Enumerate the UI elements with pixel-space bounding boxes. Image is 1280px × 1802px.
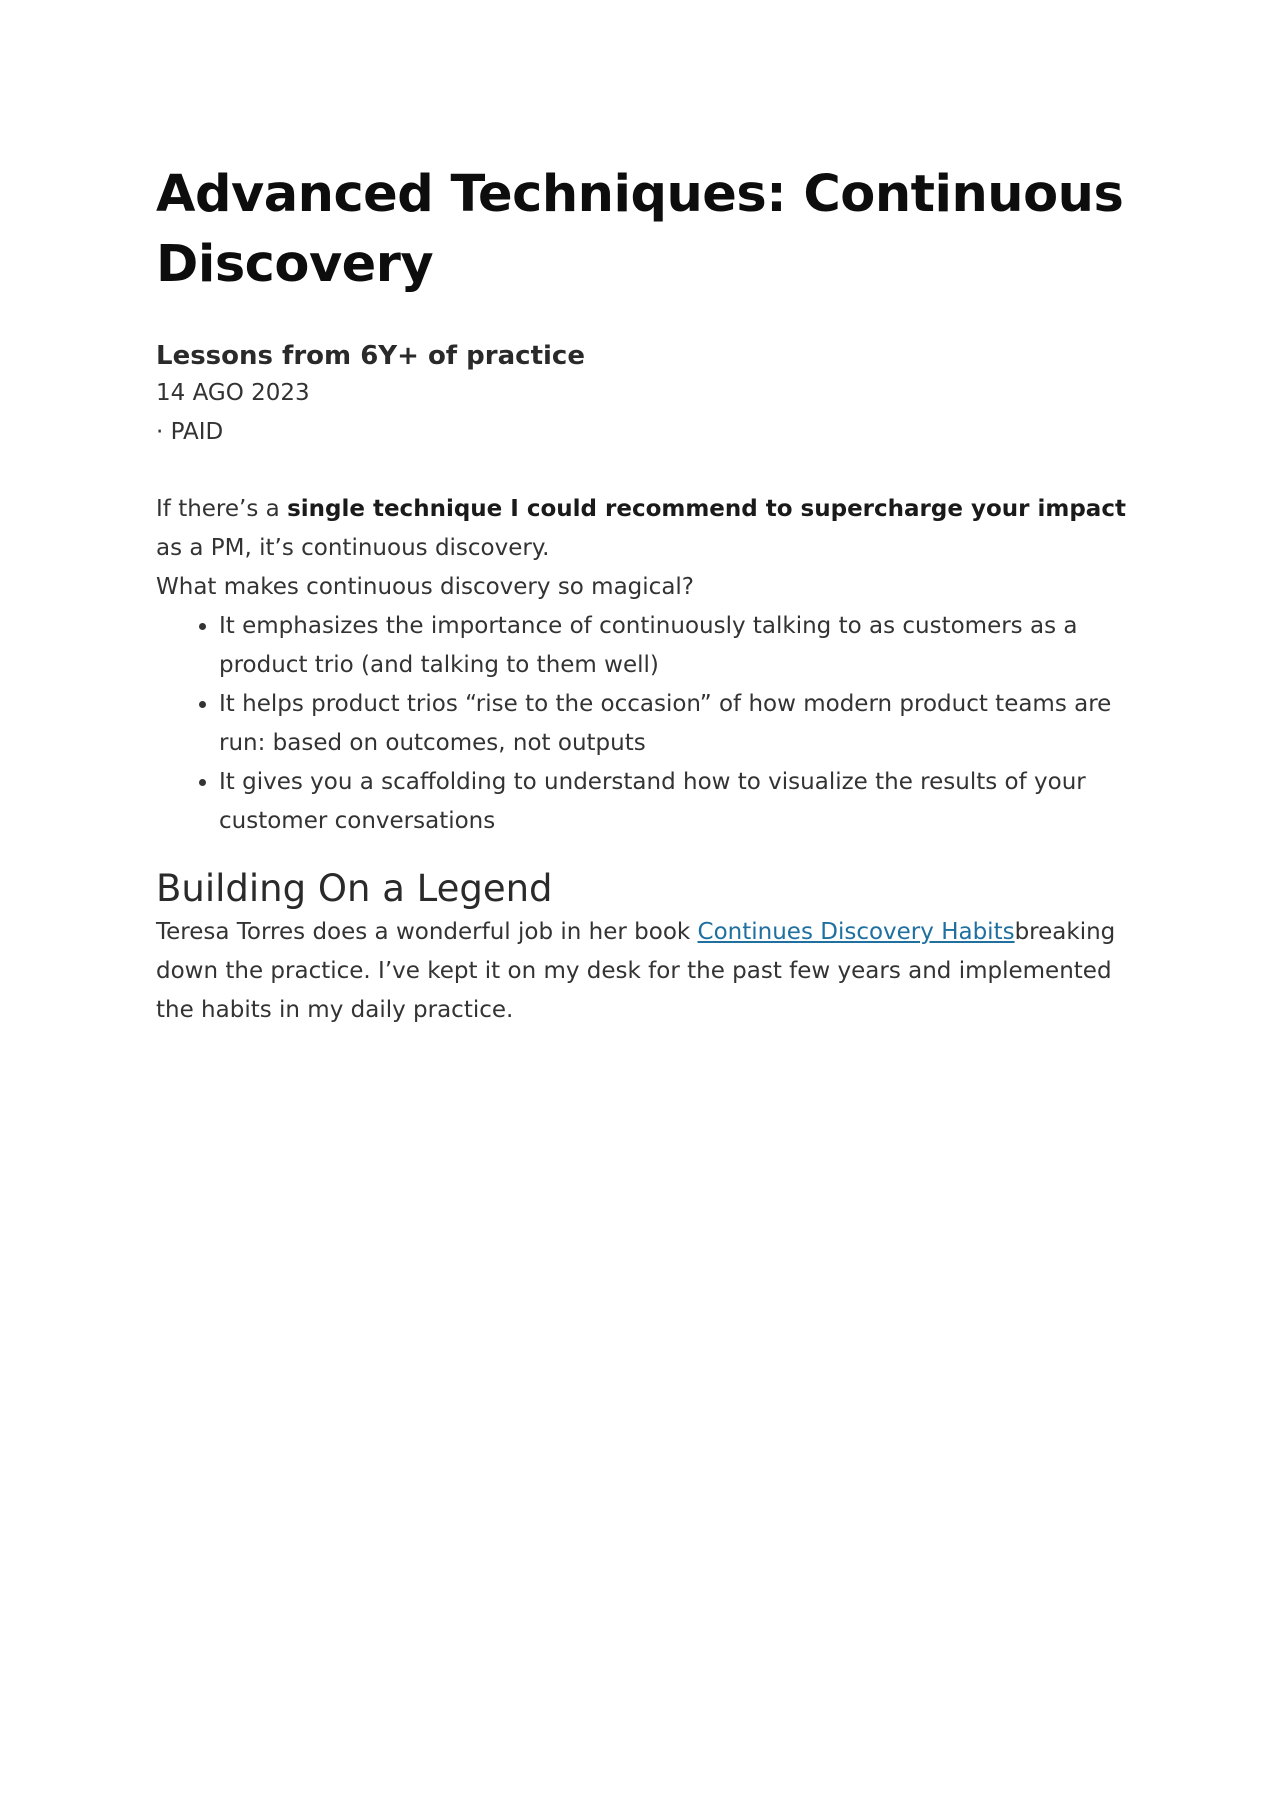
book-link[interactable]: Continues Discovery Habits <box>697 919 1015 945</box>
intro-bold-text: single technique I could recommend to supercharge your impact <box>287 496 1126 522</box>
list-item: • It emphasizes the importance of continuously talking to as customers as a product trio (and talking to them well) <box>219 607 1136 685</box>
intro-text-before: If there’s a <box>156 496 288 522</box>
question-paragraph: What makes continuous discovery so magical? <box>156 574 695 600</box>
publish-date: 14 AGO 2023 <box>156 380 310 406</box>
section-heading: Building On a Legend <box>156 867 553 910</box>
section-text-before: Teresa Torres does a wonderful job in her book <box>156 919 698 945</box>
section-paragraph <box>156 913 1136 1030</box>
list-item: • It gives you a scaffolding to understand how to visualize the results of your customer conversations <box>219 763 1136 841</box>
list-item: • It helps product trios “rise to the occasion” of how modern product teams are run: based on outcomes, not outputs <box>219 685 1136 763</box>
intro-paragraph <box>156 490 1136 568</box>
intro-text-after: as a PM, it’s continuous discovery. <box>156 535 550 561</box>
section-text-after: breaking down the practice. I’ve kept it on my desk for the past few years and implemented the habits in my daily practice. <box>156 919 1116 1023</box>
article-title: Advanced Techniques: Continuous Discovery <box>156 165 1124 294</box>
benefits-list <box>156 607 1136 841</box>
article-subtitle: Lessons from 6Y+ of practice <box>156 341 585 371</box>
article <box>156 160 1136 1030</box>
access-badge: · PAID <box>156 419 224 445</box>
